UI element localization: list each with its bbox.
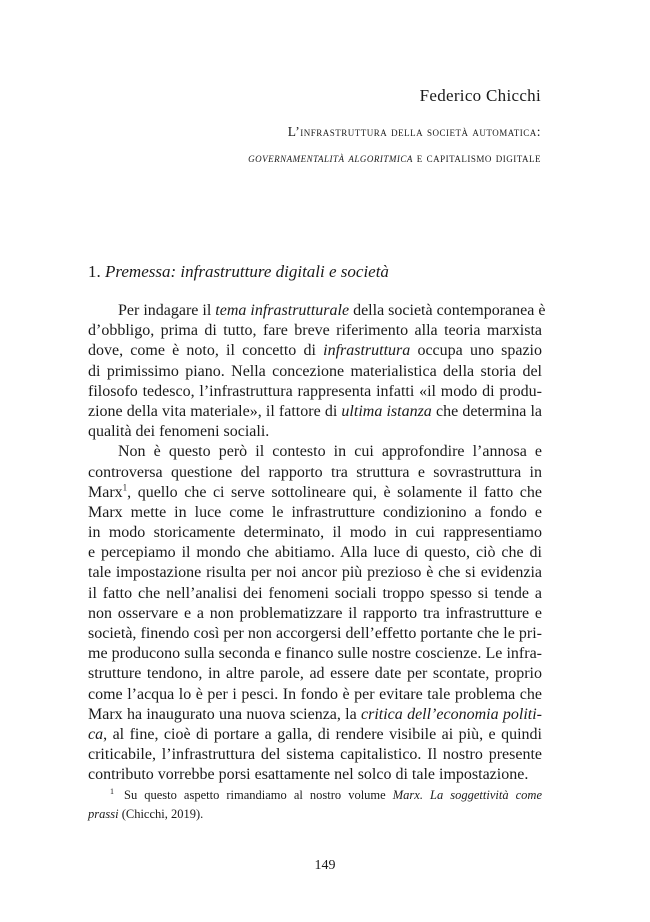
text-line bbox=[88, 563, 542, 583]
text-run: come l’acqua lo è per i pesci. In fondo è per evitare tale problema che bbox=[88, 685, 542, 703]
text-run: Marx mette in luce come le infrastrutture condizionino a fondo e bbox=[88, 503, 542, 521]
text-run: contributo vorrebbe porsi esattamente nel solco di tale impostazione. bbox=[88, 766, 529, 784]
text-run: Per indagare il bbox=[118, 302, 216, 319]
text-line bbox=[88, 604, 542, 624]
text-line bbox=[88, 805, 542, 824]
text-run: Non è questo però il contesto in cui approfondire l’annosa e bbox=[118, 443, 542, 461]
section-heading bbox=[88, 262, 389, 282]
text-run: società, finendo così per non accorgersi dell’effetto portante che le pri- bbox=[88, 625, 542, 642]
text-line bbox=[88, 725, 542, 745]
text-run: occupa uno spazio bbox=[410, 342, 542, 360]
italic-run: Marx. La soggettività come bbox=[392, 788, 542, 802]
text-run: , al fine, cioè di portare a galla, di rendere visibile ai più, e quindi bbox=[103, 725, 542, 743]
chapter-title-italic: governamentalità algoritmica bbox=[248, 150, 413, 165]
italic-run: ultima istanza bbox=[341, 402, 432, 420]
text-run: filosofo tedesco, l’infrastruttura rappresenta infatti «il modo di produ- bbox=[88, 382, 542, 400]
text-run: in modo storicamente determinato, il modo in cui rappresentiamo bbox=[88, 524, 542, 542]
body-text bbox=[88, 301, 546, 786]
paragraph-2 bbox=[88, 442, 542, 785]
footnote-marker: 1 bbox=[110, 786, 114, 796]
text-run: non osservare e a non problematizzare il rapporto tra infrastrutture e bbox=[88, 604, 542, 622]
text-line bbox=[88, 685, 542, 705]
text-line bbox=[88, 382, 542, 402]
text-line bbox=[88, 765, 542, 785]
italic-run: infrastruttura bbox=[323, 342, 411, 360]
text-run: (Chicchi, 2019). bbox=[118, 807, 204, 821]
text-line bbox=[88, 624, 542, 644]
italic-run: ca bbox=[88, 725, 104, 743]
chapter-title-line-1: L’infrastruttura della società automatica: bbox=[287, 124, 541, 139]
text-run: me producono sulla seconda e financo sulle nostre coscienze. Le infra- bbox=[88, 645, 542, 663]
text-line bbox=[88, 321, 542, 341]
text-line bbox=[88, 442, 542, 462]
text-line bbox=[88, 786, 542, 805]
text-line bbox=[88, 503, 542, 523]
italic-run: tema infrastrutturale bbox=[215, 302, 350, 319]
footnote bbox=[88, 786, 542, 824]
chapter-title-line-2 bbox=[248, 150, 541, 166]
italic-run: critica dell’economia politi- bbox=[361, 705, 542, 723]
paragraph-1 bbox=[88, 301, 546, 442]
text-line bbox=[88, 301, 546, 321]
text-line bbox=[88, 523, 542, 543]
text-run: controversa questione del rapporto tra struttura e sovrastruttura in bbox=[88, 463, 542, 481]
text-line bbox=[88, 422, 542, 442]
text-run: che determina la bbox=[431, 402, 542, 420]
text-run: di primissimo piano. Nella concezione materialistica della storia del bbox=[88, 362, 542, 380]
italic-run: prassi bbox=[88, 807, 119, 821]
author-name: Federico Chicchi bbox=[419, 86, 541, 105]
text-run: il fatto che nell’analisi dei fenomeni sociali troppo spesso si tende a bbox=[88, 584, 542, 602]
text-run: e percepiamo il mondo che abitiamo. Alla luce di questo, ciò che di bbox=[88, 544, 542, 562]
text-line bbox=[88, 644, 542, 664]
page-number: 149 bbox=[314, 858, 336, 873]
text-run: Su questo aspetto rimandiamo al nostro volume bbox=[124, 788, 393, 802]
section-number: 1. bbox=[88, 262, 105, 281]
text-run: Marx bbox=[88, 483, 123, 501]
text-run: tale impostazione risulta per noi ancor più prezioso è che si evidenzia bbox=[88, 564, 542, 582]
text-line bbox=[88, 664, 542, 684]
text-line bbox=[88, 705, 542, 725]
text-line bbox=[88, 745, 542, 765]
text-run: dove, come è noto, il concetto di bbox=[88, 342, 324, 360]
text-run: , quello che ci serve sottolineare qui, è solamente il fatto che bbox=[127, 483, 542, 501]
text-run: della società contemporanea è bbox=[349, 302, 546, 319]
text-run: zione della vita materiale», il fattore di bbox=[88, 402, 342, 420]
text-run: qualità dei fenomeni sociali. bbox=[88, 423, 270, 441]
text-line bbox=[88, 463, 542, 483]
text-line bbox=[88, 341, 542, 361]
chapter-title-rest: e capitalismo digitale bbox=[412, 150, 541, 165]
section-title: Premessa: infrastrutture digitali e società bbox=[105, 262, 389, 281]
text-line bbox=[88, 483, 542, 503]
footnote-reference: 1 bbox=[122, 482, 128, 493]
text-run: d’obbligo, prima di tutto, fare breve riferimento alla teoria marxista bbox=[88, 322, 542, 340]
text-line bbox=[88, 402, 542, 422]
text-run: Marx ha inaugurato una nuova scienza, la bbox=[88, 705, 362, 723]
text-line bbox=[88, 584, 542, 604]
text-run: criticabile, l’infrastruttura del sistema capitalistico. Il nostro presente bbox=[88, 746, 542, 764]
text-line bbox=[88, 543, 542, 563]
text-line bbox=[88, 362, 542, 382]
text-run: strutture tendono, in altre parole, ad essere date per scontate, proprio bbox=[88, 665, 542, 683]
